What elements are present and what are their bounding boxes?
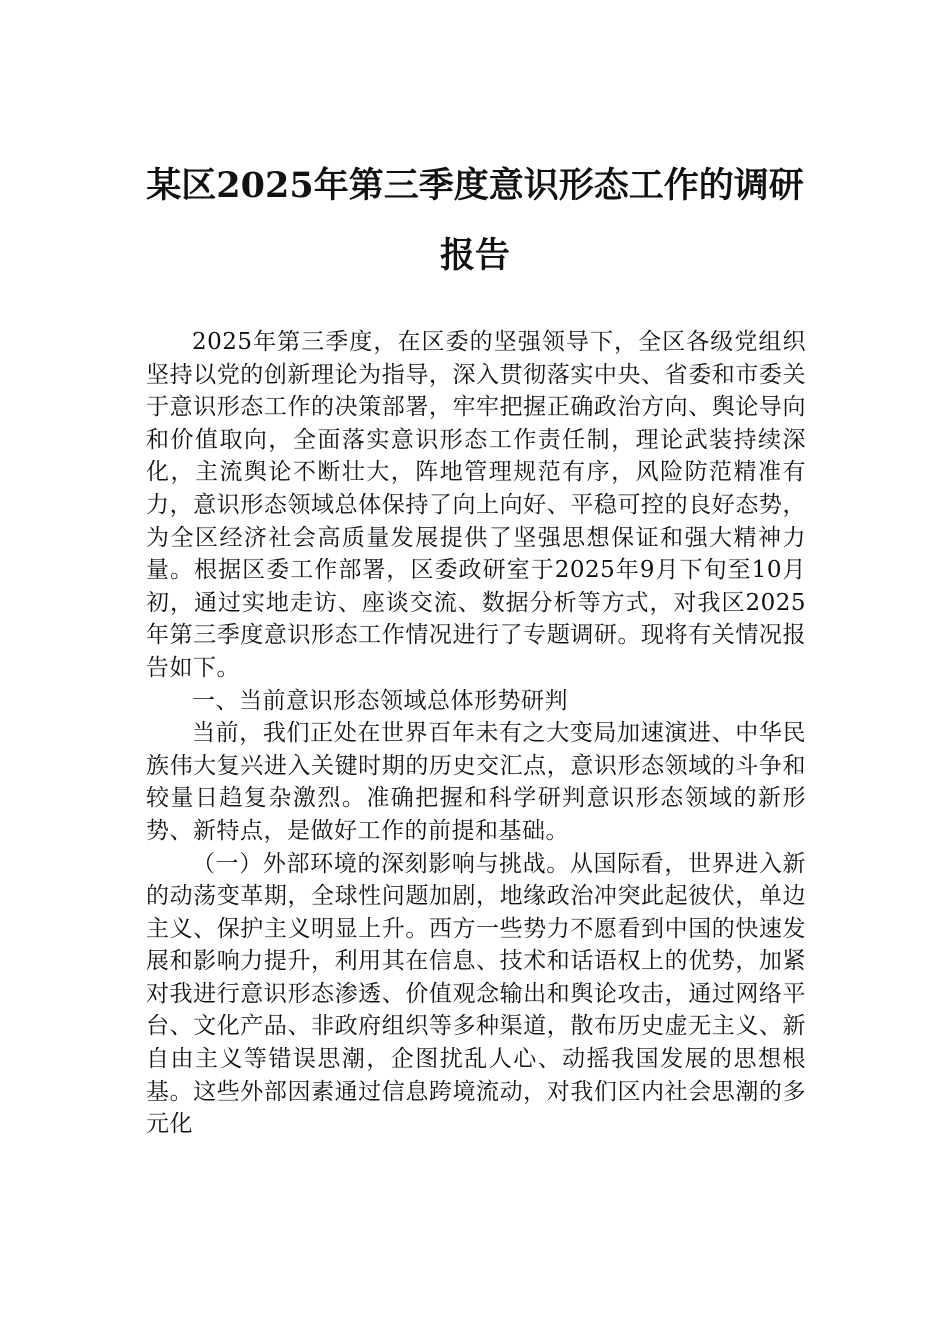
subsection-paragraph — [146, 848, 806, 1141]
document-body — [146, 326, 806, 1141]
intro-paragraph: 2025年第三季度，在区委的坚强领导下，全区各级党组织坚持以党的创新理论为指导，深入贯彻落实中央、省委和市委关于意识形态工作的决策部署，牢牢把握正确政治方向、舆论导向和价值取向，全面落实意识形态工作责任制，理论武装持续深化，主流舆论不断壮大，阵地管理规范有序，风险防范精准有力，意识形态领域总体保持了向上向好、平稳可控的良好态势，为全区经济社会高质量发展提供了坚强思想保证和强大精神力量。根据区委工作部署，区委政研室于2025年9月下旬至10月初，通过实地走访、座谈交流、数据分析等方式，对我区2025年第三季度意识形态工作情况进行了专题调研。现将有关情况报告如下。 — [146, 329, 806, 681]
subsection-text: 从国际看，世界进入新的动荡变革期，全球性问题加剧，地缘政治冲突此起彼伏，单边主义、保护主义明显上升。西方一些势力不愿看到中国的快速发展和影响力提升，利用其在信息、技术和话语权上的优势，加紧对我进行意识形态渗透、价值观念输出和舆论攻击，通过网络平台、文化产品、非政府组织等多种渠道，散布历史虚无主义、新自由主义等错误思潮，企图扰乱人心、动摇我国发展的思想根基。这些外部因素通过信息跨境流动，对我们区内社会思潮的多元化 — [146, 850, 807, 1138]
section-paragraph: 当前，我们正处在世界百年未有之大变局加速演进、中华民族伟大复兴进入关键时期的历史交汇点，意识形态领域的斗争和较量日趋复杂激烈。准确把握和科学研判意识形态领域的新形势、新特点，是做好工作的前提和基础。 — [146, 720, 806, 844]
subsection-title: （一）外部环境的深刻影响与挑战。 — [192, 850, 570, 877]
section-heading: 一、当前意识形态领域总体形势研判 — [192, 687, 568, 714]
document-title-line1: 某区2025年第三季度意识形态工作的调研 — [146, 165, 804, 206]
document-title-line2: 报告 — [439, 235, 510, 276]
